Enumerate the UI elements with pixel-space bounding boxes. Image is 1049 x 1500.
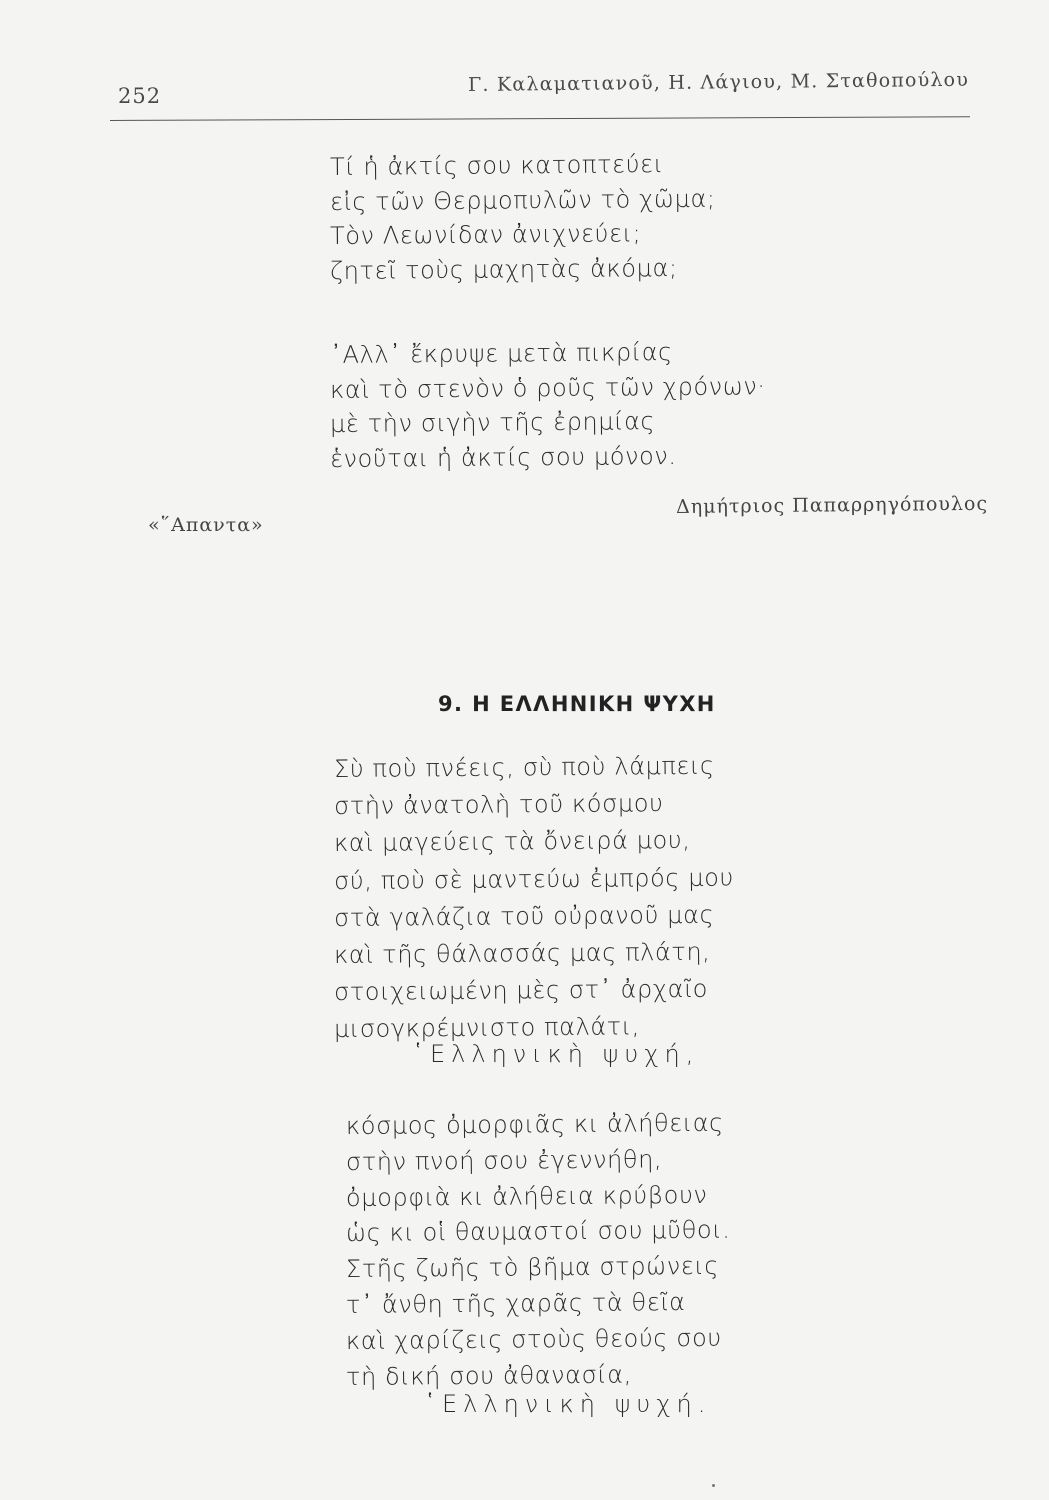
verse-line: ὀμορφιὰ κι ἀλήθεια κρύβουν xyxy=(345,1180,708,1212)
verse-line: Τί ἡ ἀκτίς σου κατοπτεύει xyxy=(329,150,664,181)
running-head: Γ. Καλαματιανοῦ, Η. Λάγιου, Μ. Σταθοπούλου xyxy=(468,68,970,96)
verse-line: στοιχειωμένη μὲς στ᾿ ἀρχαῖο xyxy=(333,974,709,1007)
poem1-stanza-1 xyxy=(330,150,716,289)
verse-line: στὴν πνοή σου ἐγεννήθη, xyxy=(345,1145,663,1176)
verse-line: μὲ τὴν σιγὴν τῆς ἐρημίας xyxy=(329,407,656,439)
verse-line: καὶ τῆς θάλασσάς μας πλάτη, xyxy=(333,937,711,969)
verse-line: καὶ μαγεύεις τὰ ὄνειρά μου, xyxy=(333,826,691,858)
verse-line: τ᾿ ἄνθη τῆς χαρᾶς τὰ θεῖα xyxy=(345,1288,686,1319)
page-number: 252 xyxy=(118,84,162,108)
poem2-title: 9. Η ΕΛΛΗΝΙΚΗ ΨΥΧΗ xyxy=(438,692,716,716)
verse-line: στὴν ἀνατολὴ τοῦ κόσμου xyxy=(333,789,664,821)
verse-line: κόσμος ὀμορφιᾶς κι ἀλήθειας xyxy=(345,1108,724,1140)
verse-line: ὡς κι οἱ θαυμαστοί σου μῦθοι. xyxy=(345,1216,731,1248)
verse-line: ζητεῖ τοὺς μαχητὰς ἀκόμα; xyxy=(329,254,678,286)
verse-line: μισογκρέμνιστο παλάτι, xyxy=(333,1012,641,1044)
verse-line: εἰς τῶν Θερμοπυλῶν τὸ χῶμα; xyxy=(329,184,716,216)
verse-line: Στῆς ζωῆς τὸ βῆμα στρώνεις xyxy=(345,1251,720,1284)
poem2-stanza-2 xyxy=(346,1109,730,1395)
verse-line: καὶ χαρίζεις στοὺς θεούς σου xyxy=(345,1323,722,1355)
verse-line: καὶ τὸ στενὸν ὁ ροῦς τῶν χρόνων· xyxy=(329,371,766,404)
refrain-line: ῾Ελληνικὴ ψυχή, xyxy=(412,1040,700,1068)
poem1-source: «῞Απαντα» xyxy=(148,514,264,536)
refrain-line: ῾Ελληνικὴ ψυχή. xyxy=(424,1390,712,1418)
verse-line: σύ, ποὺ σὲ μαντεύω ἐμπρός μου xyxy=(333,863,735,895)
verse-line: στὰ γαλάζια τοῦ οὐρανοῦ μας xyxy=(333,900,715,932)
verse-line: τὴ δική σου ἀθανασία, xyxy=(345,1360,632,1391)
verse-line: ἑνοῦται ἡ ἀκτίς σου μόνον. xyxy=(329,442,677,474)
print-speck xyxy=(712,1484,715,1487)
poem1-author: Δημήτριος Παπαρρηγόπουλος xyxy=(676,492,989,518)
verse-line: Τὸν Λεωνίδαν ἀνιχνεύει; xyxy=(329,219,642,251)
verse-line: ᾿Αλλ᾿ ἔκρυψε μετὰ πικρίας xyxy=(329,338,673,369)
poem2-stanza-1 xyxy=(334,751,734,1049)
verse-line: Σὺ ποὺ πνέεις, σὺ ποὺ λάμπεις xyxy=(333,751,715,783)
header-rule xyxy=(110,116,970,121)
poem1-stanza-2 xyxy=(330,338,766,477)
